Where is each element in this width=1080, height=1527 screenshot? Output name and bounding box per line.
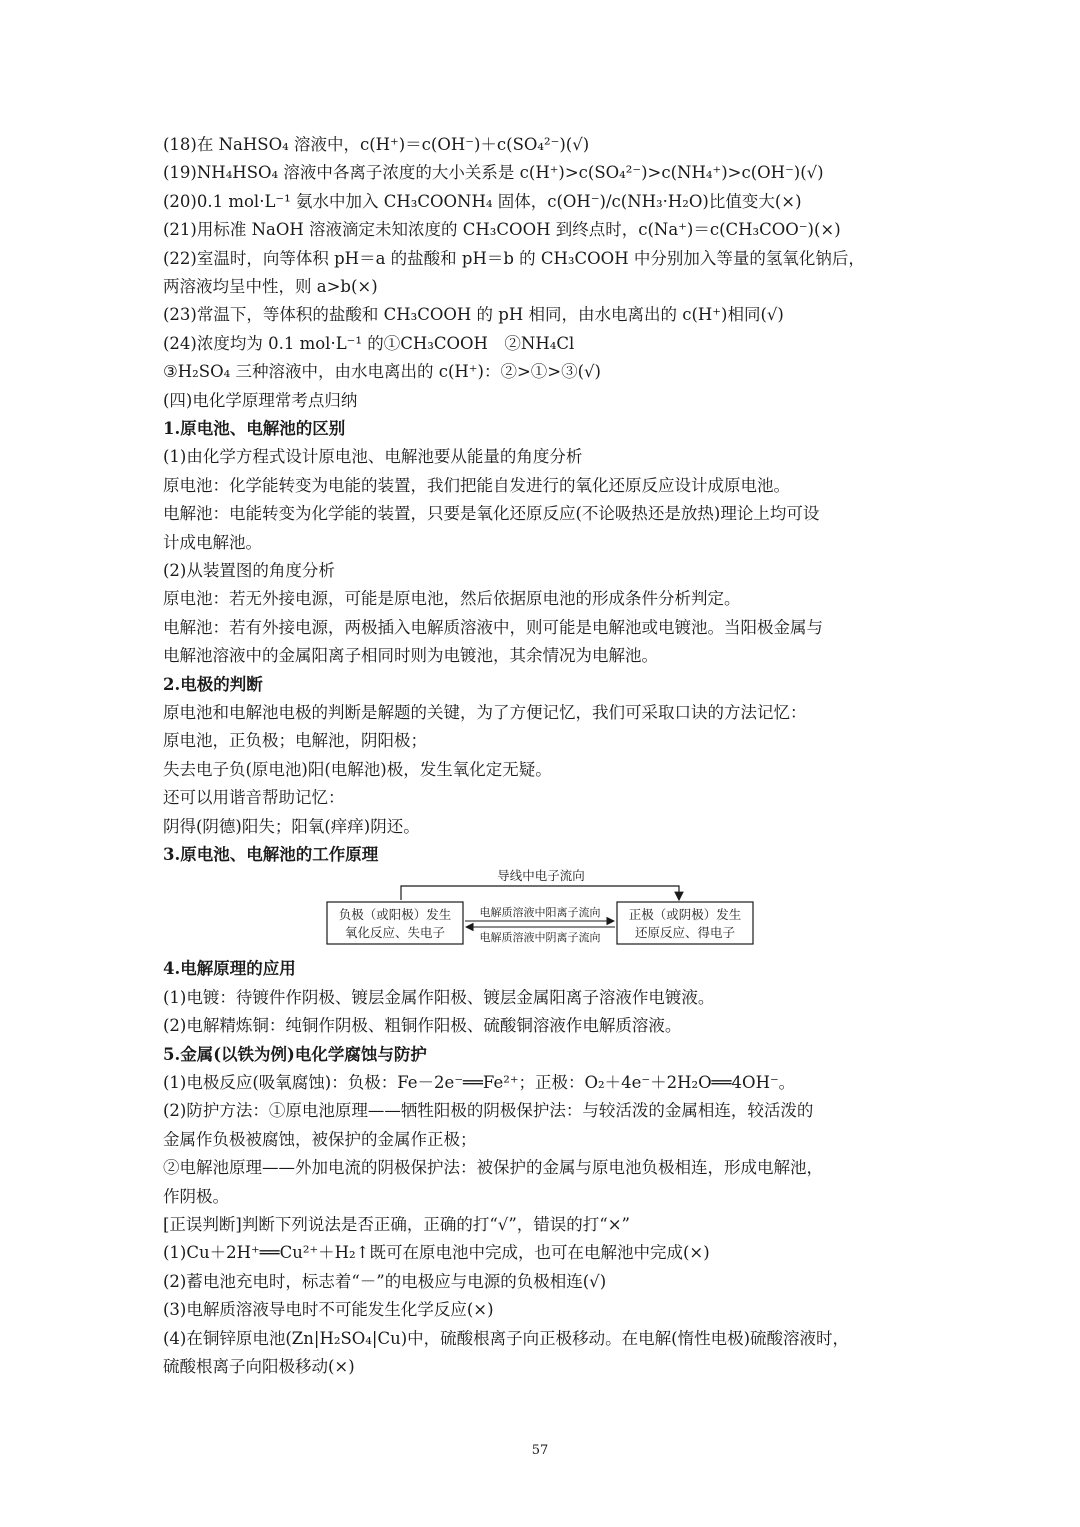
text-line: (2)电解精炼铜：纯铜作阴极、粗铜作阳极、硫酸铜溶液作电解质溶液。 bbox=[163, 1016, 682, 1036]
text-line: (1)由化学方程式设计原电池、电解池要从能量的角度分析 bbox=[163, 447, 583, 467]
text-line: 电解池：电能转变为化学能的装置，只要是氧化还原反应(不论吸热还是放热)理论上均可设 bbox=[163, 504, 820, 524]
page-number: 57 bbox=[531, 1443, 549, 1458]
text-line: (20)0.1 mol·L⁻¹ 氨水中加入 CH₃COONH₄ 固体，c(OH⁻)/c(NH₃·H₂O)比值变大(×) bbox=[163, 191, 802, 211]
text-line: (19)NH₄HSO₄ 溶液中各离子浓度的大小关系是 c(H⁺)>c(SO₄²⁻)>c(NH₄⁺)>c(OH⁻)(√) bbox=[163, 163, 824, 183]
right-box-line-1: 正极（或阴极）发生 bbox=[628, 907, 742, 922]
left-box-line-1: 负极（或阳极）发生 bbox=[338, 907, 452, 922]
text-line: (3)电解质溶液导电时不可能发生化学反应(×) bbox=[163, 1300, 494, 1320]
text-line: 金属作负极被腐蚀，被保护的金属作正极； bbox=[163, 1129, 477, 1149]
text-line: 计成电解池。 bbox=[163, 532, 262, 552]
text-line: 原电池和电解池电极的判断是解题的关键，为了方便记忆，我们可采取口诀的方法记忆： bbox=[163, 703, 807, 722]
cation-flow-label: 电解质溶液中阳离子流向 bbox=[479, 906, 601, 919]
text-line: 作阴极。 bbox=[163, 1186, 229, 1206]
anion-flow-label: 电解质溶液中阴离子流向 bbox=[479, 931, 601, 944]
section-heading: 1.原电池、电解池的区别 bbox=[163, 419, 346, 438]
text-line: 失去电子负(原电池)阳(电解池)极，发生氧化定无疑。 bbox=[163, 759, 552, 779]
text-line: (1)电极反应(吸氧腐蚀)：负极：Fe－2e⁻══Fe²⁺；正极：O₂＋4e⁻＋2H₂O══4OH⁻。 bbox=[163, 1073, 796, 1092]
text-line: 硫酸根离子向阳极移动(×) bbox=[163, 1357, 355, 1376]
right-box-line-2: 还原反应、得电子 bbox=[634, 925, 736, 940]
text-line: (1)电镀：待镀件作阴极、镀层金属作阳极、镀层金属阳离子溶液作电镀液。 bbox=[163, 987, 715, 1007]
text-line: (4)在铜锌原电池(Zn|H₂SO₄|Cu)中，硫酸根离子向正极移动。在电解(惰性电极)硫酸溶液时， bbox=[163, 1328, 850, 1348]
text-line: [正误判断]判断下列说法是否正确，正确的打“√”，错误的打“×” bbox=[163, 1215, 630, 1234]
text-line: (1)Cu＋2H⁺══Cu²⁺＋H₂↑既可在原电池中完成，也可在电解池中完成(×) bbox=[163, 1243, 710, 1263]
text-line: 原电池：若无外接电源，可能是原电池，然后依据原电池的形成条件分析判定。 bbox=[163, 589, 741, 609]
section-heading: 2.电极的判断 bbox=[163, 674, 263, 694]
text-line: 电解池：若有外接电源，两极插入电解质溶液中，则可能是电解池或电镀池。当阳极金属与 bbox=[163, 617, 823, 637]
text-line: (2)从装置图的角度分析 bbox=[163, 561, 335, 580]
text-line: (18)在 NaHSO₄ 溶液中，c(H⁺)＝c(OH⁻)＋c(SO₄²⁻)(√) bbox=[163, 135, 590, 154]
wire-line bbox=[401, 886, 679, 900]
text-line: (2)蓄电池充电时，标志着“－”的电极应与电源的负极相连(√) bbox=[163, 1271, 607, 1291]
text-line: (2)防护方法：①原电池原理——牺牲阳极的阴极保护法：与较活泼的金属相连，较活泼的 bbox=[163, 1101, 814, 1121]
text-line: 两溶液均呈中性，则 a>b(×) bbox=[163, 277, 378, 296]
text-line: 阴得(阴德)阳失；阳氧(痒痒)阴还。 bbox=[163, 816, 420, 836]
text-line: ②电解池原理——外加电流的阴极保护法：被保护的金属与原电池负极相连，形成电解池， bbox=[163, 1158, 823, 1178]
left-box-line-2: 氧化反应、失电子 bbox=[344, 925, 446, 940]
diagram-top-label: 导线中电子流向 bbox=[497, 868, 585, 883]
electrochem-diagram bbox=[323, 863, 763, 948]
text-line: 电解池溶液中的金属阳离子相同时则为电镀池，其余情况为电解池。 bbox=[163, 646, 658, 666]
section-heading: 5.金属(以铁为例)电化学腐蚀与防护 bbox=[163, 1044, 427, 1064]
text-line: ③H₂SO₄ 三种溶液中，由水电离出的 c(H⁺)：②>①>③(√) bbox=[163, 362, 601, 382]
text-line: (24)浓度均为 0.1 mol·L⁻¹ 的①CH₃COOH ②NH₄Cl bbox=[163, 333, 575, 353]
text-line: 原电池，正负极；电解池，阴阳极； bbox=[163, 731, 427, 751]
section-heading: 4.电解原理的应用 bbox=[163, 959, 296, 979]
text-line: (22)室温时，向等体积 pH＝a 的盐酸和 pH＝b 的 CH₃COOH 中分别加入等量的氢氧化钠后， bbox=[163, 248, 865, 268]
text-line: 原电池：化学能转变为电能的装置，我们把能自发进行的氧化还原反应设计成原电池。 bbox=[163, 475, 790, 495]
text-line: (四)电化学原理常考点归纳 bbox=[163, 390, 358, 410]
text-line: 还可以用谐音帮助记忆： bbox=[163, 788, 345, 808]
text-line: (23)常温下，等体积的盐酸和 CH₃COOH 的 pH 相同，由水电离出的 c(H⁺)相同(√) bbox=[163, 305, 784, 325]
section-heading: 3.原电池、电解池的工作原理 bbox=[163, 845, 379, 864]
text-line: (21)用标准 NaOH 溶液滴定未知浓度的 CH₃COOH 到终点时，c(Na⁺)＝c(CH₃COO⁻)(×) bbox=[163, 220, 841, 240]
